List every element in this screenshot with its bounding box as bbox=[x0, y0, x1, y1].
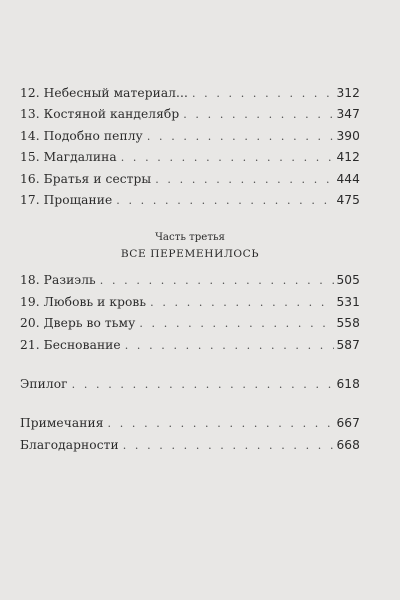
toc-entry-title: Благодарности bbox=[20, 437, 119, 452]
toc-entry-page: 505 bbox=[336, 273, 360, 288]
toc-entry-page: 444 bbox=[336, 171, 360, 186]
toc-entry-title: 18. Разиэль bbox=[20, 273, 96, 288]
toc-entry-page: 667 bbox=[336, 416, 360, 431]
toc-entry-title: 12. Небесный материал... bbox=[20, 86, 188, 100]
leader-dots bbox=[183, 108, 334, 121]
toc-entry-page: 558 bbox=[336, 316, 360, 331]
leader-dots bbox=[121, 151, 335, 164]
leader-dots bbox=[155, 173, 334, 186]
leader-dots bbox=[147, 130, 335, 143]
toc-entry-title: 20. Дверь во тьму bbox=[20, 316, 136, 331]
spacer bbox=[20, 359, 360, 377]
toc-entry-title: 16. Братья и сестры bbox=[20, 171, 152, 186]
toc-entry bbox=[20, 316, 360, 337]
toc-entry-title: Примечания bbox=[20, 416, 104, 431]
toc-entry-page: 668 bbox=[336, 437, 360, 452]
leader-dots bbox=[123, 439, 335, 452]
leader-dots bbox=[72, 378, 335, 391]
table-of-contents bbox=[20, 86, 360, 459]
toc-entry-page: 412 bbox=[336, 150, 360, 165]
toc-entry-page: 312 bbox=[336, 86, 360, 100]
toc-entry bbox=[20, 273, 360, 294]
toc-entry bbox=[20, 438, 360, 459]
toc-entry-title: 21. Беснование bbox=[20, 337, 121, 352]
part-title: ВСЕ ПЕРЕМЕНИЛОСЬ bbox=[120, 248, 260, 261]
toc-entry bbox=[20, 172, 360, 193]
toc-entry bbox=[20, 129, 360, 150]
leader-dots bbox=[139, 317, 334, 330]
leader-dots bbox=[108, 417, 335, 430]
toc-entry-title: 14. Подобно пеплу bbox=[20, 128, 143, 143]
leader-dots bbox=[192, 87, 334, 100]
toc-entry bbox=[20, 107, 360, 128]
toc-entry-title: 17. Прощание bbox=[20, 192, 113, 207]
toc-entry bbox=[20, 295, 360, 316]
toc-entry bbox=[20, 338, 360, 359]
toc-entry-title: 15. Магдалина bbox=[20, 150, 117, 165]
toc-entry-page: 618 bbox=[336, 376, 360, 391]
toc-entry-title: 19. Любовь и кровь bbox=[20, 294, 147, 309]
toc-entry-epilogue bbox=[20, 377, 360, 398]
toc-entry bbox=[20, 86, 360, 107]
toc-entry-page: 347 bbox=[336, 107, 360, 122]
spacer bbox=[20, 398, 360, 416]
leader-dots bbox=[116, 194, 334, 207]
toc-entry bbox=[20, 193, 360, 214]
toc-entry bbox=[20, 150, 360, 171]
toc-entry-page: 587 bbox=[336, 337, 360, 352]
leader-dots bbox=[150, 296, 334, 309]
toc-entry-page: 531 bbox=[336, 294, 360, 309]
toc-entry-page: 475 bbox=[336, 192, 360, 207]
toc-entry-title: 13. Костяной канделябр bbox=[20, 107, 180, 122]
toc-entry-title: Эпилог bbox=[20, 376, 68, 391]
leader-dots bbox=[100, 274, 335, 287]
leader-dots bbox=[125, 339, 335, 352]
toc-entry bbox=[20, 416, 360, 437]
part-label: Часть третья bbox=[155, 232, 225, 244]
toc-entry-page: 390 bbox=[336, 128, 360, 143]
